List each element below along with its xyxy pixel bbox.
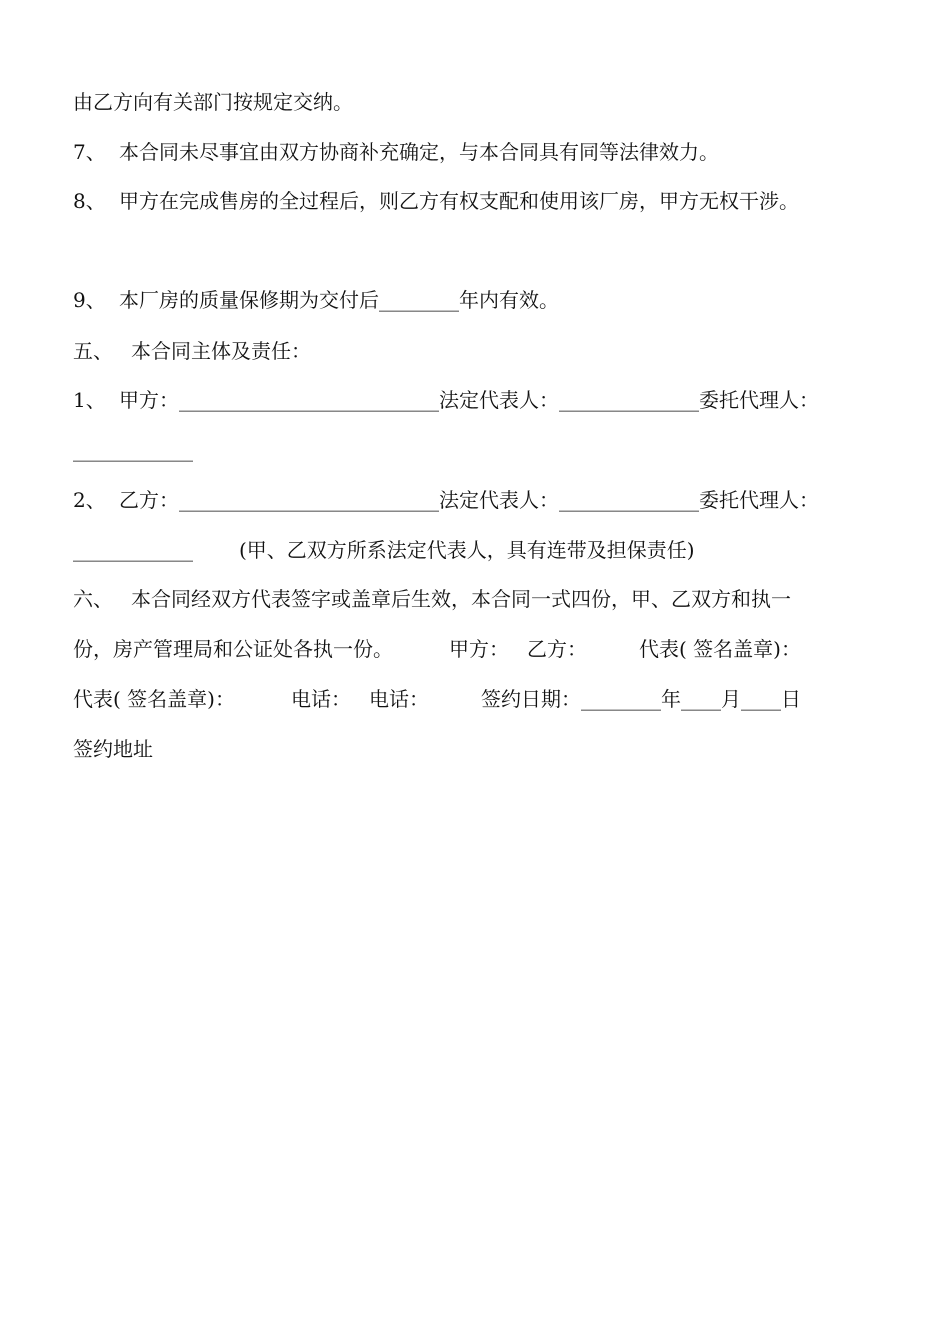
section-6-line-2 xyxy=(73,635,893,663)
party-b-agent-blank: ____________ xyxy=(73,538,193,562)
party-b-line xyxy=(73,486,893,514)
section-5-number: 五、 xyxy=(73,339,113,363)
section-6-text-b: 份，房产管理局和公证处各执一份。 xyxy=(73,637,393,661)
party-b-rep-label: 法定代表人： xyxy=(439,488,559,512)
party-a-name-blank: __________________________ xyxy=(179,388,439,412)
party-a-sign-label: 甲方： xyxy=(449,637,509,661)
warranty-years-blank: ________ xyxy=(379,288,459,312)
rep-sign-label-2: 代表( 签名盖章)： xyxy=(73,687,235,711)
clause-8 xyxy=(73,187,893,215)
party-a-agent-label: 委托代理人： xyxy=(699,388,819,412)
clause-7 xyxy=(73,138,893,166)
section-6-number: 六、 xyxy=(73,587,113,611)
sign-date-month-blank: ____ xyxy=(680,687,721,711)
party-b-sign-label: 乙方： xyxy=(527,637,587,661)
party-b-name-blank: __________________________ xyxy=(179,488,439,512)
section-6-line-4 xyxy=(73,735,893,763)
sign-address-label: 签约地址 xyxy=(73,737,153,761)
clause-9-text-before: 本厂房的质量保修期为交付后 xyxy=(119,288,379,312)
section-5-text: 本合同主体及责任： xyxy=(131,339,311,363)
phone-label-2: 电话： xyxy=(368,687,429,711)
clause-9-number: 9、 xyxy=(73,288,106,312)
party-b-rep-blank: ______________ xyxy=(559,488,699,512)
section-6-text-a: 本合同经双方代表签字或盖章后生效，本合同一式四份，甲、乙双方和执一 xyxy=(131,587,791,611)
sign-date-year-blank: ________ xyxy=(580,687,661,711)
section-6-line-3 xyxy=(73,685,893,713)
party-a-rep-blank: ______________ xyxy=(559,388,699,412)
party-b-agent-line xyxy=(73,536,893,564)
rep-sign-label-1: 代表( 签名盖章)： xyxy=(639,637,801,661)
party-a-label: 甲方： xyxy=(119,388,179,412)
day-label: 日 xyxy=(780,687,801,711)
party-b-number: 2、 xyxy=(73,488,106,512)
clause-8-number: 8、 xyxy=(73,189,106,213)
party-b-agent-label: 委托代理人： xyxy=(699,488,819,512)
clause-8-text: 甲方在完成售房的全过程后，则乙方有权支配和使用该厂房，甲方无权干涉。 xyxy=(119,189,799,213)
month-label: 月 xyxy=(720,687,741,711)
party-a-agent-blank: ____________ xyxy=(73,438,193,462)
section-5-heading xyxy=(73,337,893,365)
clause-9 xyxy=(73,286,893,314)
year-label: 年 xyxy=(660,687,681,711)
joint-liability-note: (甲、乙双方所系法定代表人，具有连带及担保责任) xyxy=(239,538,695,562)
party-a-rep-label: 法定代表人： xyxy=(439,388,559,412)
phone-label-1: 电话： xyxy=(290,687,351,711)
clause-7-text: 本合同未尽事宜由双方协商补充确定，与本合同具有同等法律效力。 xyxy=(119,140,719,164)
text-line-1 xyxy=(73,88,893,116)
clause-9-text-after: 年内有效。 xyxy=(459,288,559,312)
sign-date-day-blank: ____ xyxy=(740,687,781,711)
clause-7-number: 7、 xyxy=(73,140,106,164)
sign-date-label: 签约日期： xyxy=(480,687,581,711)
line1-text: 由乙方向有关部门按规定交纳。 xyxy=(73,90,353,114)
section-6-line-1 xyxy=(73,585,893,613)
party-b-label: 乙方： xyxy=(119,488,179,512)
party-a-number: 1、 xyxy=(73,388,106,412)
party-a-agent-line xyxy=(73,436,893,464)
party-a-line xyxy=(73,386,893,414)
